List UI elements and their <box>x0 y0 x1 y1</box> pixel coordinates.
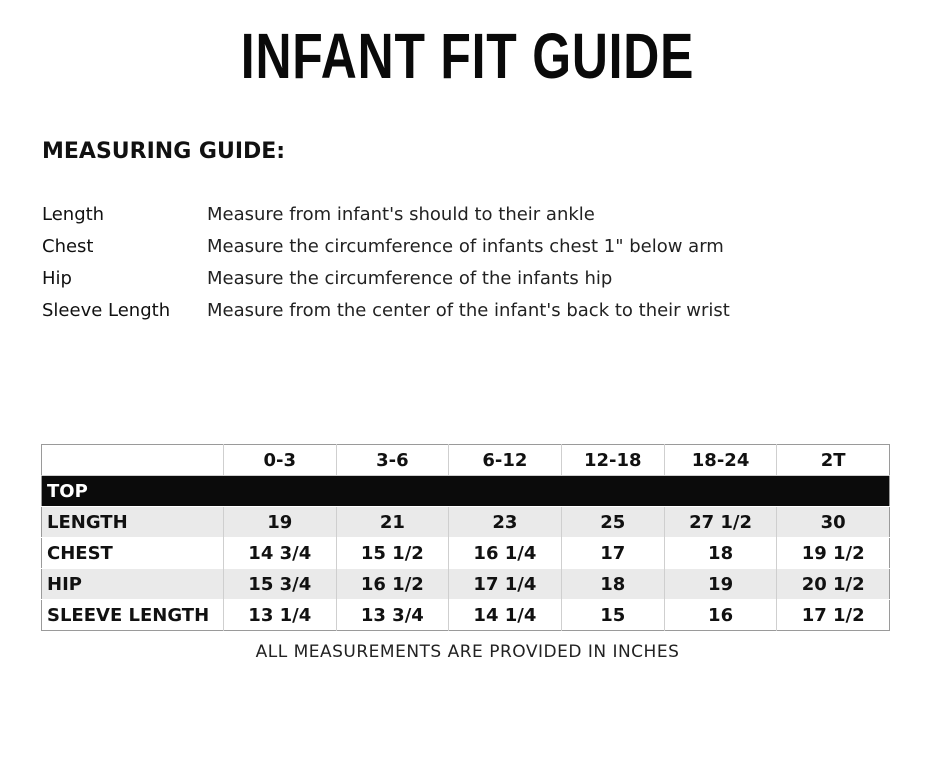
size-header: 0-3 <box>224 445 337 476</box>
size-header: 2T <box>777 445 890 476</box>
table-cell: 30 <box>777 507 890 538</box>
section-row-top <box>42 476 890 507</box>
guide-item-length <box>42 198 902 230</box>
table-cell: 15 <box>561 600 664 631</box>
table-cell: 13 3/4 <box>336 600 449 631</box>
table-row <box>42 569 890 600</box>
row-label: CHEST <box>42 538 224 569</box>
guide-item-hip <box>42 262 902 294</box>
table-cell: 18 <box>561 569 664 600</box>
size-header: 3-6 <box>336 445 449 476</box>
table-cell: 15 3/4 <box>224 569 337 600</box>
size-header: 18-24 <box>664 445 777 476</box>
table-cell: 20 1/2 <box>777 569 890 600</box>
guide-description: Measure the circumference of the infants hip <box>207 267 613 289</box>
table-cell: 17 1/2 <box>777 600 890 631</box>
guide-item-chest <box>42 230 902 262</box>
row-label: HIP <box>42 569 224 600</box>
size-header: 12-18 <box>561 445 664 476</box>
guide-description: Measure from infant's should to their ankle <box>207 203 595 225</box>
table-cell: 21 <box>336 507 449 538</box>
table-cell: 27 1/2 <box>664 507 777 538</box>
guide-term: Length <box>42 203 105 225</box>
table-cell: 25 <box>561 507 664 538</box>
guide-term: Hip <box>42 267 72 289</box>
table-cell: 13 1/4 <box>224 600 337 631</box>
table-cell: 18 <box>664 538 777 569</box>
table-cell: 14 3/4 <box>224 538 337 569</box>
guide-item-sleeve-length <box>42 294 902 326</box>
table-row <box>42 507 890 538</box>
table-cell: 15 1/2 <box>336 538 449 569</box>
header-blank-cell <box>42 445 224 476</box>
section-label: TOP <box>42 476 890 507</box>
guide-term: Sleeve Length <box>42 299 171 321</box>
measurement-units-note: ALL MEASUREMENTS ARE PROVIDED IN INCHES <box>255 642 680 662</box>
table-cell: 16 1/4 <box>449 538 562 569</box>
table-row <box>42 538 890 569</box>
table-header-row <box>42 445 890 476</box>
table-cell: 17 <box>561 538 664 569</box>
page-title: INFANT FIT GUIDE <box>240 20 695 92</box>
table-cell: 14 1/4 <box>449 600 562 631</box>
table-cell: 16 1/2 <box>336 569 449 600</box>
row-label: LENGTH <box>42 507 224 538</box>
guide-description: Measure from the center of the infant's back to their wrist <box>207 299 730 321</box>
table-cell: 19 <box>224 507 337 538</box>
table-cell: 19 <box>664 569 777 600</box>
table-cell: 19 1/2 <box>777 538 890 569</box>
table-cell: 17 1/4 <box>449 569 562 600</box>
guide-term: Chest <box>42 235 94 257</box>
table-cell: 16 <box>664 600 777 631</box>
measuring-guide-list <box>42 198 902 326</box>
row-label: SLEEVE LENGTH <box>42 600 224 631</box>
table-cell: 23 <box>449 507 562 538</box>
size-header: 6-12 <box>449 445 562 476</box>
measuring-guide-heading: MEASURING GUIDE: <box>42 139 286 164</box>
table-row <box>42 600 890 631</box>
guide-description: Measure the circumference of infants chest 1" below arm <box>207 235 724 257</box>
size-chart-table <box>41 444 890 631</box>
